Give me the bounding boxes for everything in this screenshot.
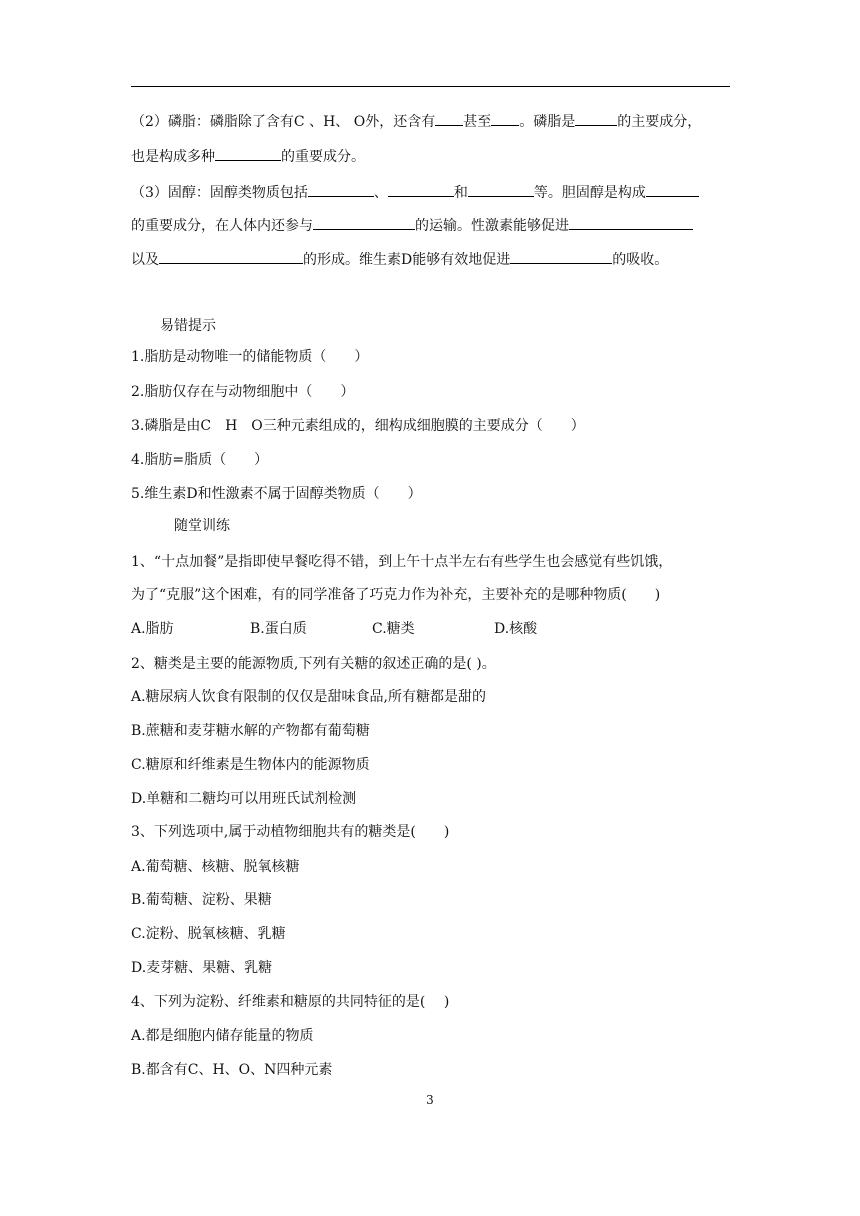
q4-option: B.都含有C、H、O、N四种元素 <box>131 1062 333 1078</box>
q3-stem: 3、下列选项中,属于动植物细胞共有的糖类是( ) <box>131 824 450 840</box>
q3-option: B.葡萄糖、淀粉、果糖 <box>131 892 272 908</box>
practice-heading: 随堂训练 <box>174 518 230 534</box>
phospholipid-line-1: （2）磷脂：磷脂除了含有C 、H、 O外，还含有 甚至 。磷脂是 的主要成分， <box>131 111 701 132</box>
blank[interactable] <box>569 215 693 230</box>
blank[interactable] <box>159 249 303 264</box>
q1-stem-line-1: 1、“十点加餐”是指即使早餐吃得不错，到上午十点半左右有些学生也会感觉有些饥饿， <box>131 554 673 570</box>
q4-stem: 4、下列为淀粉、纤维素和糖原的共同特征的是( ) <box>131 994 450 1010</box>
q2-option: B.蔗糖和麦芽糖水解的产物都有葡萄糖 <box>131 723 370 739</box>
header-rule <box>131 86 730 87</box>
error-tip-item: 2.脂肪仅存在与动物细胞中（ ） <box>131 384 355 400</box>
q1-option: C.糖类 <box>372 621 415 637</box>
q2-option: A.糖尿病人饮食有限制的仅仅是甜味食品,所有糖都是甜的 <box>131 689 487 705</box>
error-tip-item: 3.磷脂是由C H O三种元素组成的，细构成细胞膜的主要成分（ ） <box>131 418 585 434</box>
blank[interactable] <box>491 111 519 126</box>
q2-option: C.糖原和纤维素是生物体内的能源物质 <box>131 757 370 773</box>
q3-option: C.淀粉、脱氧核糖、乳糖 <box>131 926 286 942</box>
q3-option: A.葡萄糖、核糖、脱氧核糖 <box>131 859 300 875</box>
page-number: 3 <box>426 1093 434 1107</box>
sterol-line-3: 以及 的形成。维生素D能够有效地促进 的吸收。 <box>131 249 668 270</box>
error-tip-item: 1.脂肪是动物唯一的储能物质（ ） <box>131 349 369 365</box>
q1-option: D.核酸 <box>494 621 538 637</box>
blank[interactable] <box>575 111 617 126</box>
q2-stem: 2、糖类是主要的能源物质,下列有关糖的叙述正确的是( )。 <box>131 656 496 672</box>
sterol-line-1: （3）固醇：固醇类物质包括 、 和 等。胆固醇是构成 <box>131 182 699 203</box>
q1-option: B.蛋白质 <box>250 621 307 637</box>
error-tip-item: 4.脂肪=脂质（ ） <box>131 452 269 468</box>
q4-option: A.都是细胞内储存能量的物质 <box>131 1028 314 1044</box>
blank[interactable] <box>510 249 612 264</box>
blank[interactable] <box>308 182 374 197</box>
error-tips-heading: 易错提示 <box>160 318 216 334</box>
blank[interactable] <box>215 146 281 161</box>
blank[interactable] <box>388 182 454 197</box>
q3-option: D.麦芽糖、果糖、乳糖 <box>131 960 273 976</box>
blank[interactable] <box>435 111 463 126</box>
phospholipid-line-2: 也是构成多种 的重要成分。 <box>131 146 365 167</box>
sterol-line-2: 的重要成分，在人体内还参与 的运输。性激素能够促进 <box>131 215 693 236</box>
blank[interactable] <box>646 182 699 197</box>
error-tip-item: 5.维生素D和性激素不属于固醇类物质（ ） <box>131 486 422 502</box>
q1-stem-line-2: 为了“克服”这个困难，有的同学准备了巧克力作为补充，主要补充的是哪种物质( ) <box>131 587 661 603</box>
q1-option: A.脂肪 <box>131 621 174 637</box>
blank[interactable] <box>468 182 534 197</box>
blank[interactable] <box>313 215 415 230</box>
q2-option: D.单糖和二糖均可以用班氏试剂检测 <box>131 791 357 807</box>
